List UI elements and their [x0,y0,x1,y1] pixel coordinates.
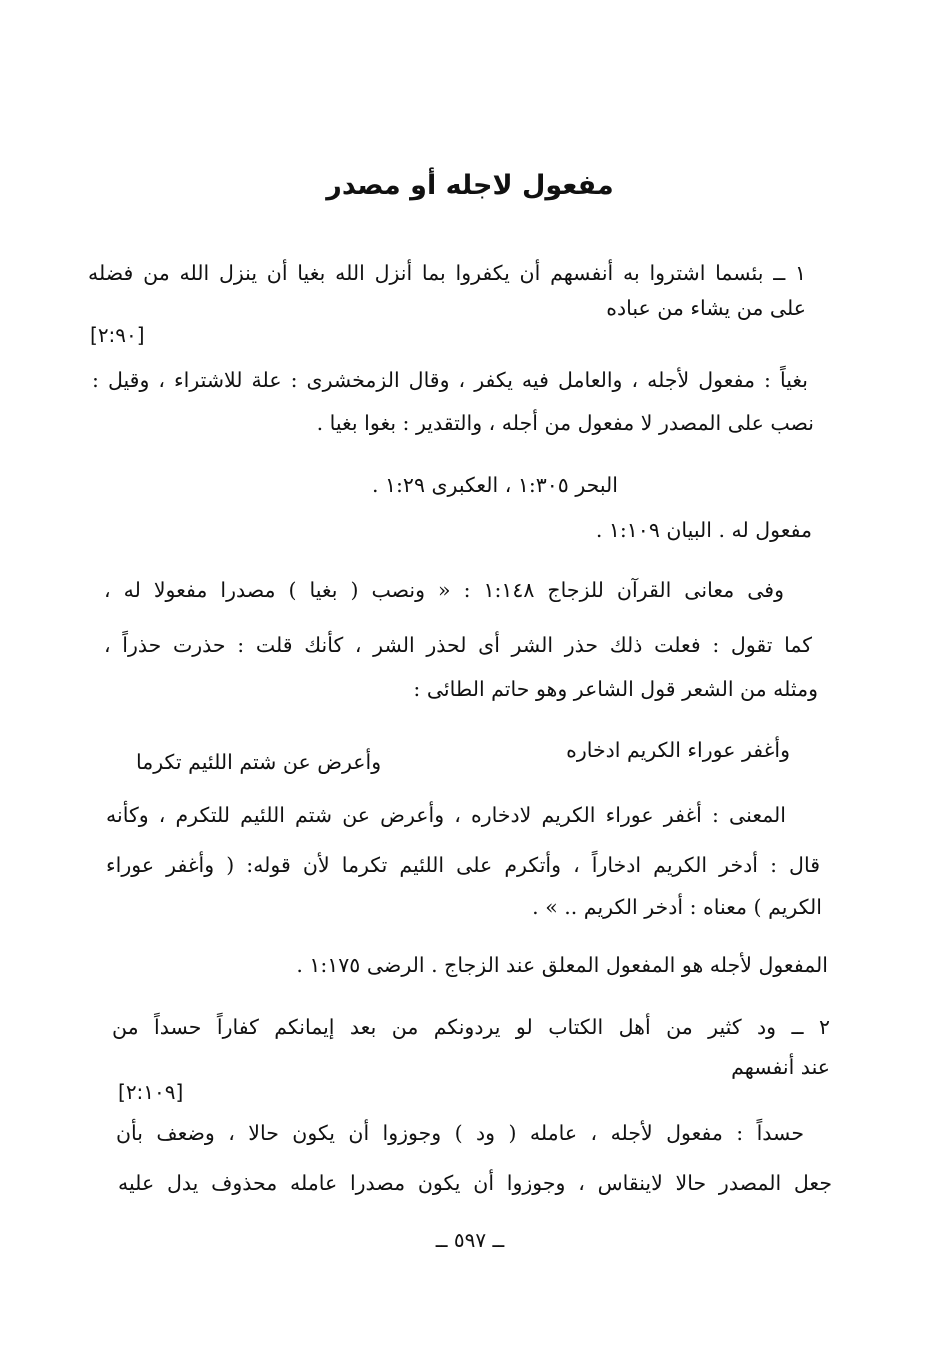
verse-2-reference: [٢:١٠٩] [118,1080,184,1104]
source-citation-2: مفعول له . البيان ١:١٠٩ . [595,518,812,542]
zajjaj-line-1: وفى معانى القرآن للزجاج ١:١٤٨ : « ونصب ( بغيا ) مصدرا مفعولا له ، [104,578,784,602]
meaning-line-1: المعنى : أغفر عوراء الكريم لادخاره ، وأعرض عن شتم اللئيم للتكرم ، وكأنه [106,803,786,827]
page-number: ــ ٥٩٧ ــ [435,1228,505,1252]
meaning-line-3: الكريم ) معناه : أدخر الكريم .. » . [532,895,822,919]
verse-1-reference: [٢:٩٠] [90,323,145,347]
verse-2-line-1: ٢ ــ ود كثير من أهل الكتاب لو يردونكم من بعد إيمانكم كفاراً حسداً من [112,1015,830,1039]
note-2-line-2: جعل المصدر حالا لاينقاس ، وجوزوا أن يكون مصدرا عامله محذوف يدل عليه [118,1171,832,1195]
zajjaj-line-3: ومثله من الشعر قول الشاعر وهو حاتم الطائى : [413,677,818,701]
poem-hemistich-left: وأعرض عن شتم اللئيم تكرما [136,750,382,774]
page-title: مفعول لاجله أو مصدر [326,170,614,201]
note-1-line-2: نصب على المصدر لا مفعول من أجله ، والتقدير : بغوا بغيا . [316,411,814,435]
poem-hemistich-right: وأغفر عوراء الكريم ادخاره [566,738,790,762]
verse-1-line-1: ١ ــ بئسما اشتروا به أنفسهم أن يكفروا بما أنزل الله بغيا أن ينزل الله من فضله [88,261,806,285]
source-citation-1: البحر ١:٣٠٥ ، العكبرى ١:٢٩ . [371,473,618,497]
verse-1-line-2: على من يشاء من عباده [606,296,806,320]
note-2-line-1: حسداً : مفعول لأجله ، عامله ( ود ) وجوزوا أن يكون حالا ، وضعف بأن [116,1121,804,1145]
meaning-line-2: قال : أدخر الكريم ادخاراً ، وأتكرم على اللئيم تكرما لأن قوله: ( وأغفر عوراء [106,853,820,877]
note-1-line-1: بغياً : مفعول لأجله ، والعامل فيه يكفر ، وقال الزمخشرى : علة للاشتراء ، وقيل : [92,368,808,392]
verse-2-line-2: عند أنفسهم [731,1055,830,1079]
zajjaj-line-2: كما تقول : فعلت ذلك حذر الشر أى لحذر الشر ، كأنك قلت : حذرت حذراً ، [104,633,812,657]
razi-citation: المفعول لأجله هو المفعول المعلق عند الزجاج . الرضى ١:١٧٥ . [296,953,828,977]
